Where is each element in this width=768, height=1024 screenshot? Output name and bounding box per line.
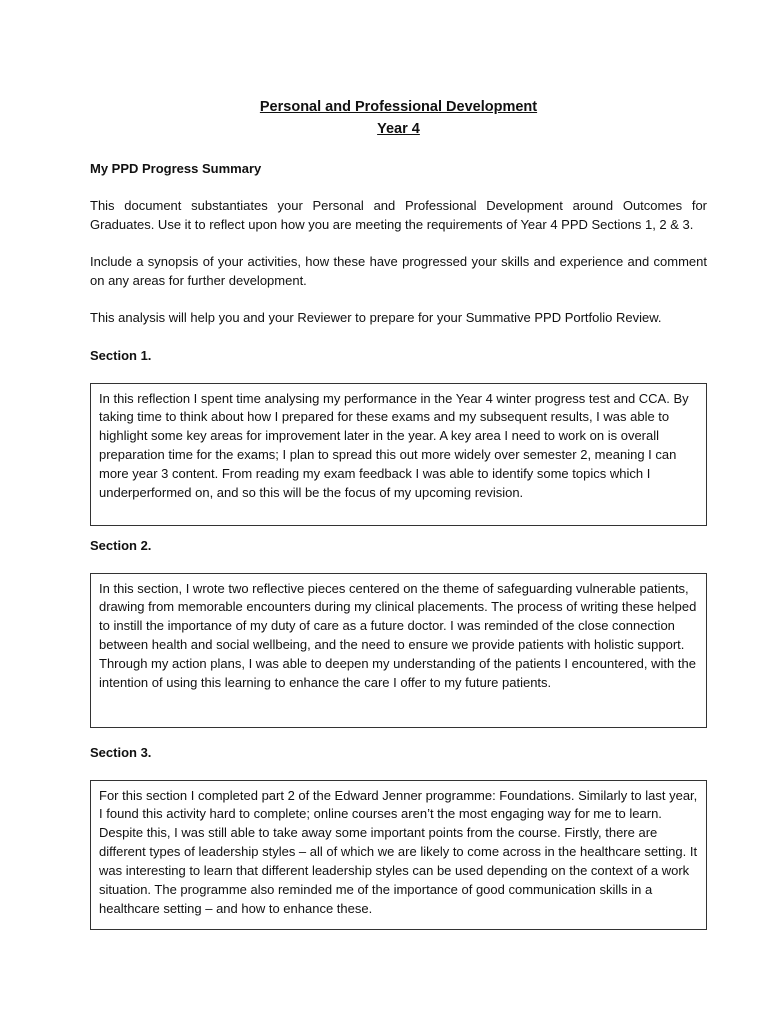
section-3-text-box[interactable]: For this section I completed part 2 of the Edward Jenner programme: Foundations. Similarly to last year, I found this activity hard to complete; online courses aren’t the most engaging way for me to learn. Despite this, I was still able to take away some important points from the course. Firstly, there are different types of leadership styles – all of which we are likely to come across in the healthcare setting. It was interesting to learn that different leadership styles can be used depending on the context of a work situation. The programme also reminded me of the importance of good communication skills in a healthcare setting – and how to enhance these. (90, 780, 707, 930)
section-1-text-box[interactable]: In this reflection I spent time analysing my performance in the Year 4 winter progress test and CCA. By taking time to think about how I prepared for these exams and my subsequent results, I was able to highlight some key areas for improvement later in the year. A key area I need to work on is overall preparation time for the exams; I plan to spread this out more widely over semester 2, meaning I can more year 3 content. From reading my exam feedback I was able to identify some topics which I underperformed on, and so this will be the focus of my upcoming revision. (90, 383, 707, 526)
section-3-heading: Section 3. (90, 744, 152, 760)
document-subtitle-year: Year 4 (377, 121, 420, 137)
section-1-heading: Section 1. (90, 347, 152, 363)
document-page (90, 96, 707, 930)
document-title: Personal and Professional Development (259, 99, 538, 115)
intro-paragraph-3: This analysis will help you and your Reviewer to prepare for your Summative PPD Portfolio Review. (90, 310, 662, 325)
intro-paragraph-1: This document substantiates your Personal and Professional Development around Outcomes for Graduates. Use it to reflect upon how you are meeting the requirements of Year 4 PPD Sections 1, 2 & 3. (90, 198, 707, 232)
intro-paragraph-2: Include a synopsis of your activities, how these have progressed your skills and experience and comment on any areas for further development. (90, 254, 707, 288)
section-2-heading: Section 2. (90, 537, 152, 553)
summary-heading: My PPD Progress Summary (90, 161, 262, 176)
section-2-text-box[interactable]: In this section, I wrote two reflective pieces centered on the theme of safeguarding vulnerable patients, drawing from memorable encounters during my clinical placements. The process of writing these helped to instill the importance of my duty of care as a future doctor. I was reminded of the close connection between health and social wellbeing, and the need to ensure we provide patients with holistic support. Through my action plans, I was able to deepen my understanding of the patients I encountered, with the intention of using this learning to enhance the care I offer to my future patients. (90, 573, 707, 728)
